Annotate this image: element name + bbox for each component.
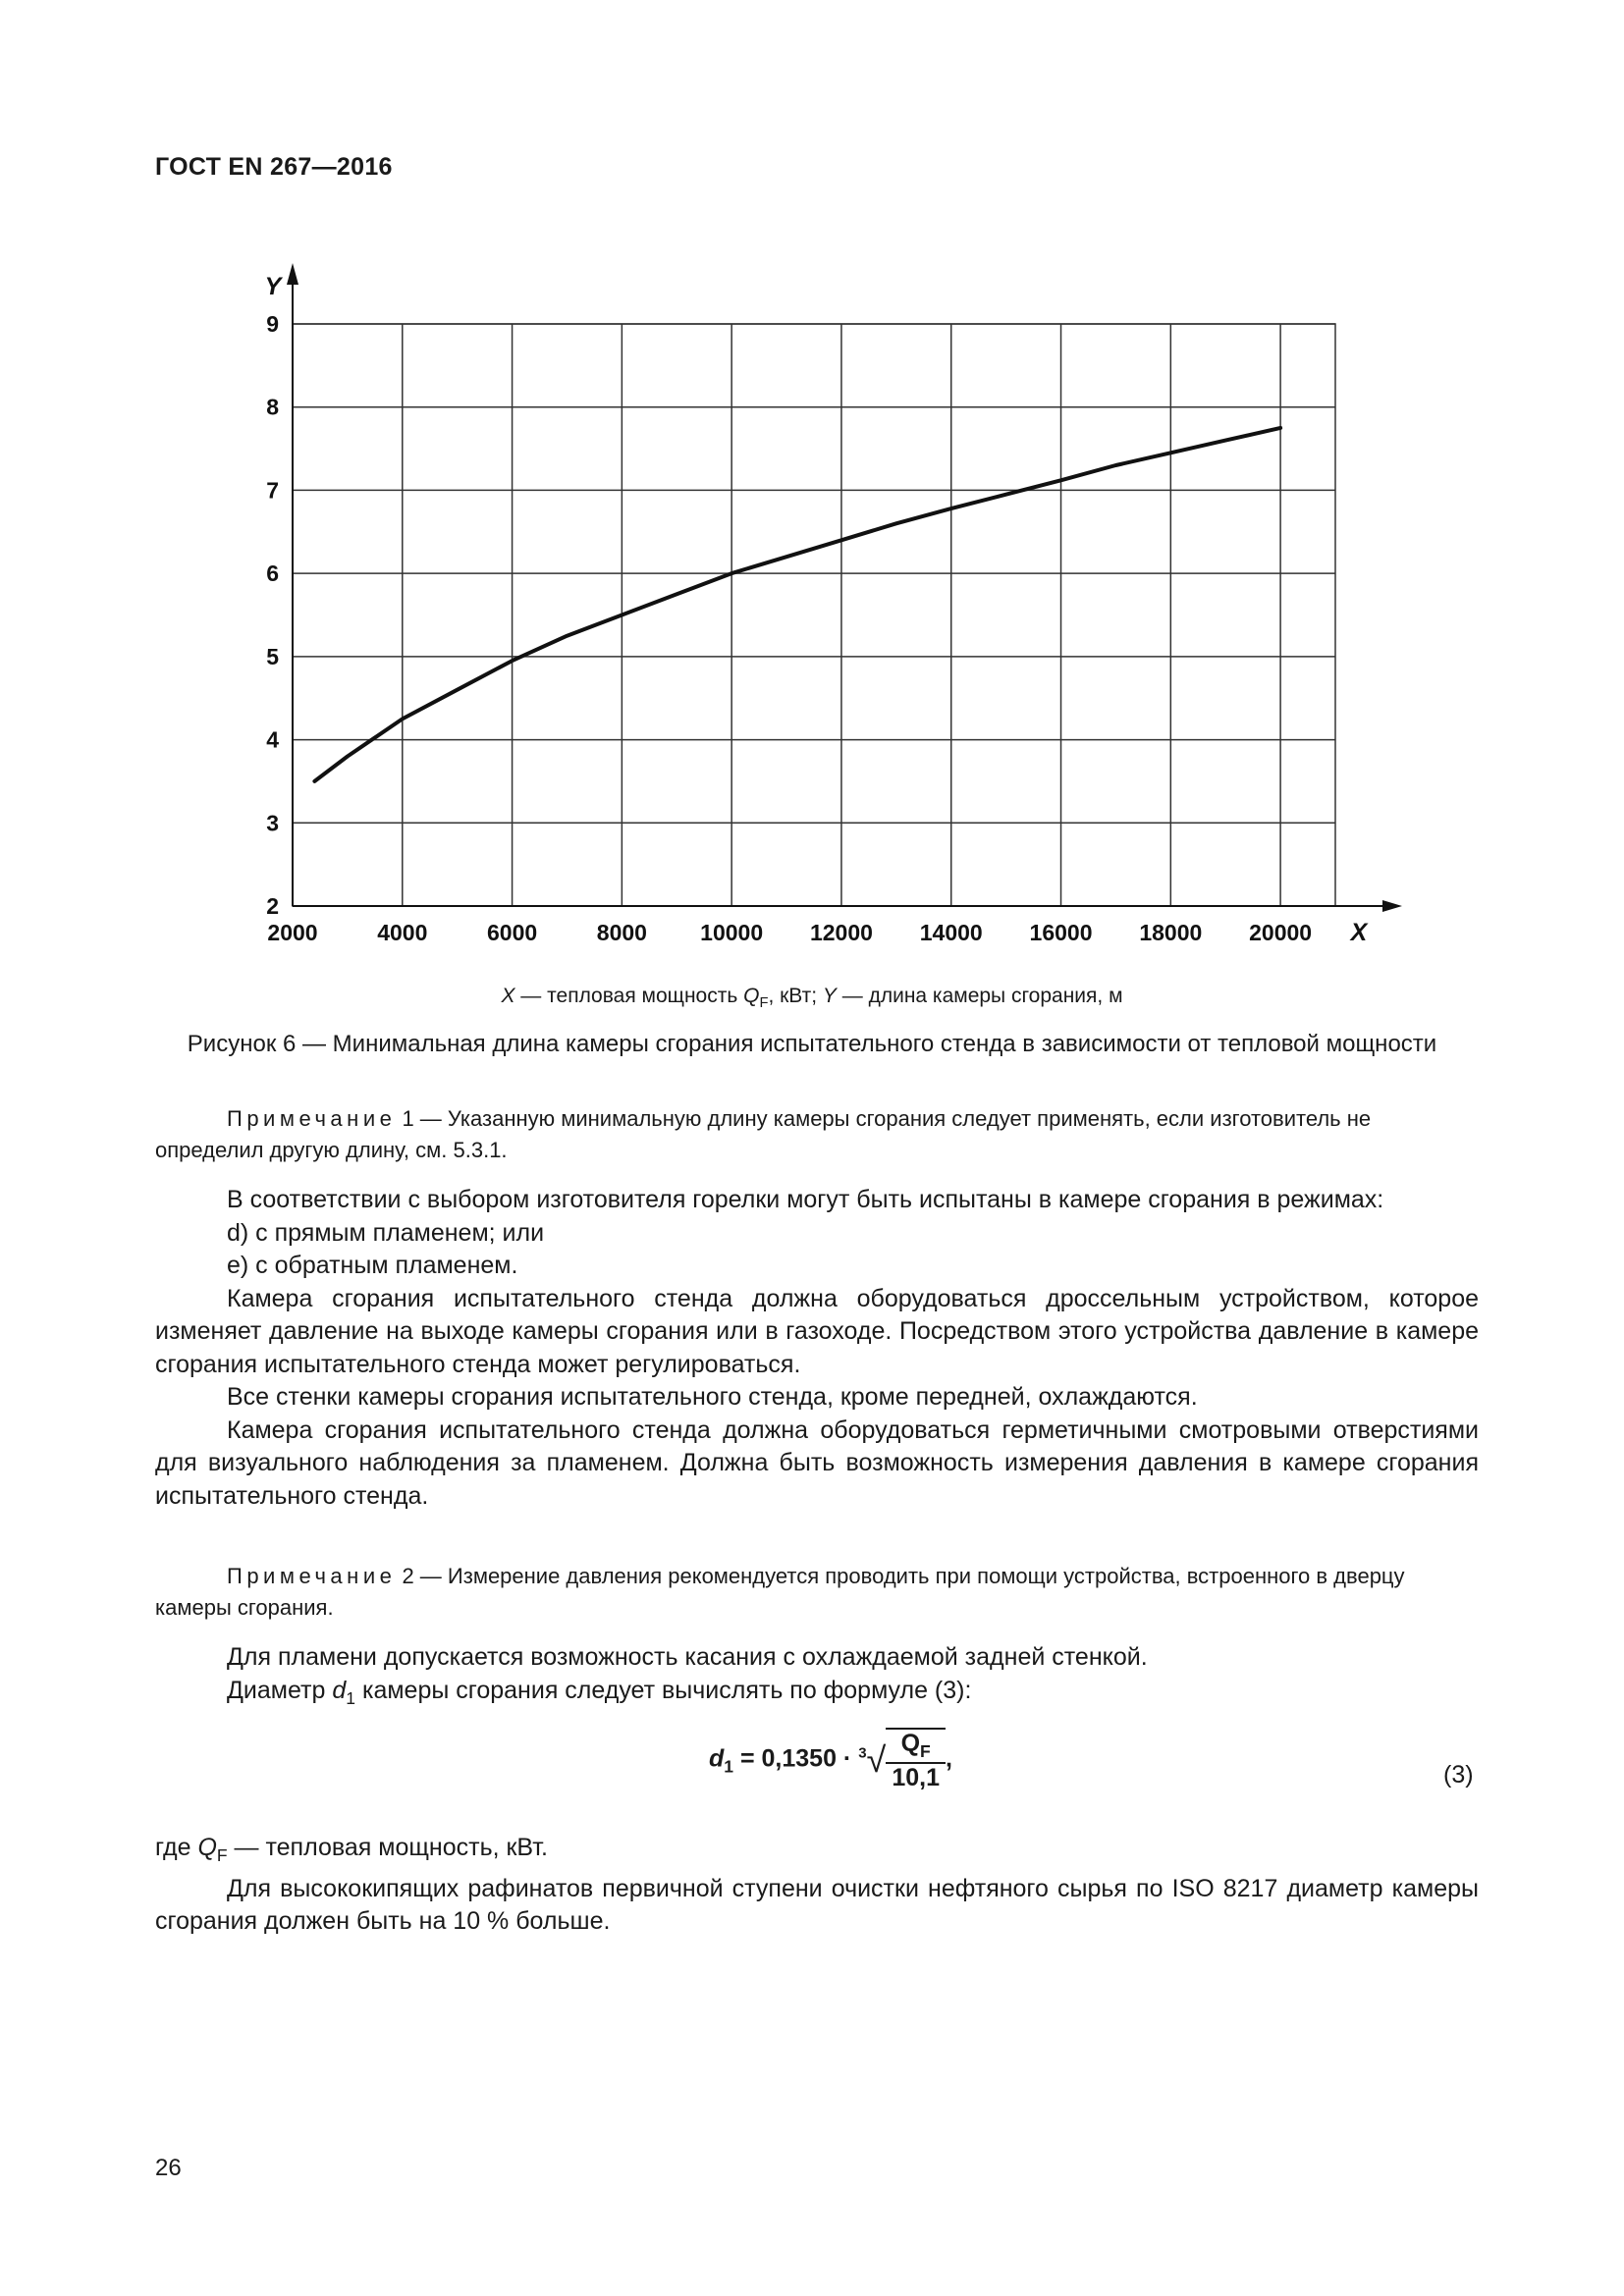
x-tick-label: 12000 xyxy=(809,920,873,945)
paragraph-modes: В соответствии с выбором изготовителя горелки могут быть испытаны в камере сгорания в режимах: xyxy=(227,1186,1384,1213)
y-tick-label: 7 xyxy=(266,477,279,504)
body-section-3 xyxy=(155,1832,1479,1939)
legend-mid-text: , кВт; xyxy=(768,985,823,1007)
formula-coefficient: = 0,1350 · xyxy=(733,1744,859,1773)
series-line xyxy=(314,428,1280,781)
x-tick-label: 10000 xyxy=(700,920,764,945)
x-tick-label: 18000 xyxy=(1139,920,1203,945)
note-2-text: 2 — Измерение давления рекомендуется проводить при помощи устройства, встроенного в дверцу камеры сгорания. xyxy=(155,1564,1405,1620)
paragraph-sight-holes: Камера сгорания испытательного стенда должна оборудоваться герметичными смотровыми отверстиями для визуального наблюдения за пламенем. Должна быть возможность измерения давления в камере сгорания испытательного стенда. xyxy=(155,1415,1479,1510)
legend-x-symbol: X xyxy=(501,985,515,1007)
x-tick-label: 8000 xyxy=(596,920,647,945)
formula-lhs: d xyxy=(709,1744,725,1773)
list-item-e: e) с обратным пламенем. xyxy=(227,1252,518,1279)
y-axis-arrow xyxy=(287,263,298,285)
x-axis-arrow xyxy=(1382,900,1402,912)
note-1-label: Примечание xyxy=(227,1106,397,1131)
y-tick-label: 2 xyxy=(266,893,279,919)
note-2-label: Примечание xyxy=(227,1564,397,1588)
chart-series xyxy=(314,428,1280,781)
formula-fraction: $\frac{Q_F}{10,1}$ xyxy=(886,1728,946,1792)
where-q-symbol: Q xyxy=(197,1834,217,1861)
note-1 xyxy=(155,1103,1479,1166)
paragraph-walls: Все стенки камеры сгорания испытательного стенда, кроме передней, охлаждаются. xyxy=(227,1383,1198,1411)
y-tick-label: 5 xyxy=(266,643,279,669)
diameter-symbol: d xyxy=(332,1676,347,1704)
formula-root-index: 3 xyxy=(858,1744,867,1762)
formula-numerator: Q xyxy=(900,1730,921,1757)
legend-y-symbol: Y xyxy=(822,985,837,1007)
chart-grid xyxy=(293,324,1335,906)
plot-frame xyxy=(293,324,1335,906)
figure-legend xyxy=(0,985,1624,1011)
paragraph-where: где $Q_F$ — тепловая мощность, кВт. xyxy=(155,1834,548,1865)
legend-q-symbol: Q xyxy=(743,985,760,1007)
y-tick-label: 4 xyxy=(266,726,279,753)
legend-x-text: — тепловая мощность xyxy=(514,985,744,1007)
paragraph-throttle: Камера сгорания испытательного стенда должна оборудоваться дроссельным устройством, которое изменяет давление на выходе камеры сгорания или в газоходе. Посредством этого устройства давление в камере сгорания испытательного стенда может регулироваться. xyxy=(155,1284,1479,1378)
figure-6-chart xyxy=(0,0,1624,972)
formula-denominator: 10,1 xyxy=(892,1764,940,1791)
legend-y-text: — длина камеры сгорания, м xyxy=(836,985,1123,1007)
document-header: ГОСТ EN 267—2016 xyxy=(155,153,393,181)
chart-tick-labels xyxy=(265,273,1369,946)
note-2 xyxy=(155,1561,1479,1624)
body-section-2 xyxy=(155,1641,1479,1715)
x-axis-label: X xyxy=(1350,919,1368,946)
y-tick-label: 6 xyxy=(266,561,279,587)
formula-3: $d_1 = 0,1350 \cdot ^3√$ $\frac{Q_F}{10,1}$ , xyxy=(709,1730,952,1791)
list-item-d: d) с прямым пламенем; или xyxy=(227,1218,545,1247)
note-1-text: 1 — Указанную минимальную длину камеры сгорания следует применять, если изготовитель не определил другую длину, см. 5.3.1. xyxy=(155,1106,1372,1162)
chart-axes xyxy=(287,263,1402,912)
formula-root-sign: √ xyxy=(866,1739,887,1780)
x-tick-label: 20000 xyxy=(1249,920,1313,945)
x-tick-label: 16000 xyxy=(1029,920,1093,945)
x-tick-label: 14000 xyxy=(919,920,983,945)
x-tick-label: 2000 xyxy=(267,920,318,945)
legend-q-subscript: F xyxy=(759,995,769,1012)
page-number: 26 xyxy=(155,2155,182,2181)
x-tick-label: 6000 xyxy=(486,920,538,945)
paragraph-flame-contact: Для пламени допускается возможность касания с охлаждаемой задней стенкой. xyxy=(227,1643,1148,1671)
y-axis-label: Y xyxy=(264,273,282,300)
y-tick-label: 8 xyxy=(266,394,279,420)
figure-caption: Рисунок 6 — Минимальная длина камеры сгорания испытательного стенда в зависимости от тепловой мощности xyxy=(187,1031,1437,1057)
paragraph-diameter: Диаметр $d_1$ камеры сгорания следует вычислять по формуле (3): xyxy=(227,1676,972,1708)
paragraph-raffinates: Для высококипящих рафинатов первичной ступени очистки нефтяного сырья по ISO 8217 диаметр камеры сгорания должен быть на 10 % больше. xyxy=(155,1874,1479,1935)
y-tick-label: 3 xyxy=(266,810,279,836)
x-tick-label: 4000 xyxy=(377,920,428,945)
formula-number: (3) xyxy=(1443,1761,1474,1789)
y-tick-label: 9 xyxy=(266,311,279,337)
body-section-1 xyxy=(155,1184,1479,1513)
